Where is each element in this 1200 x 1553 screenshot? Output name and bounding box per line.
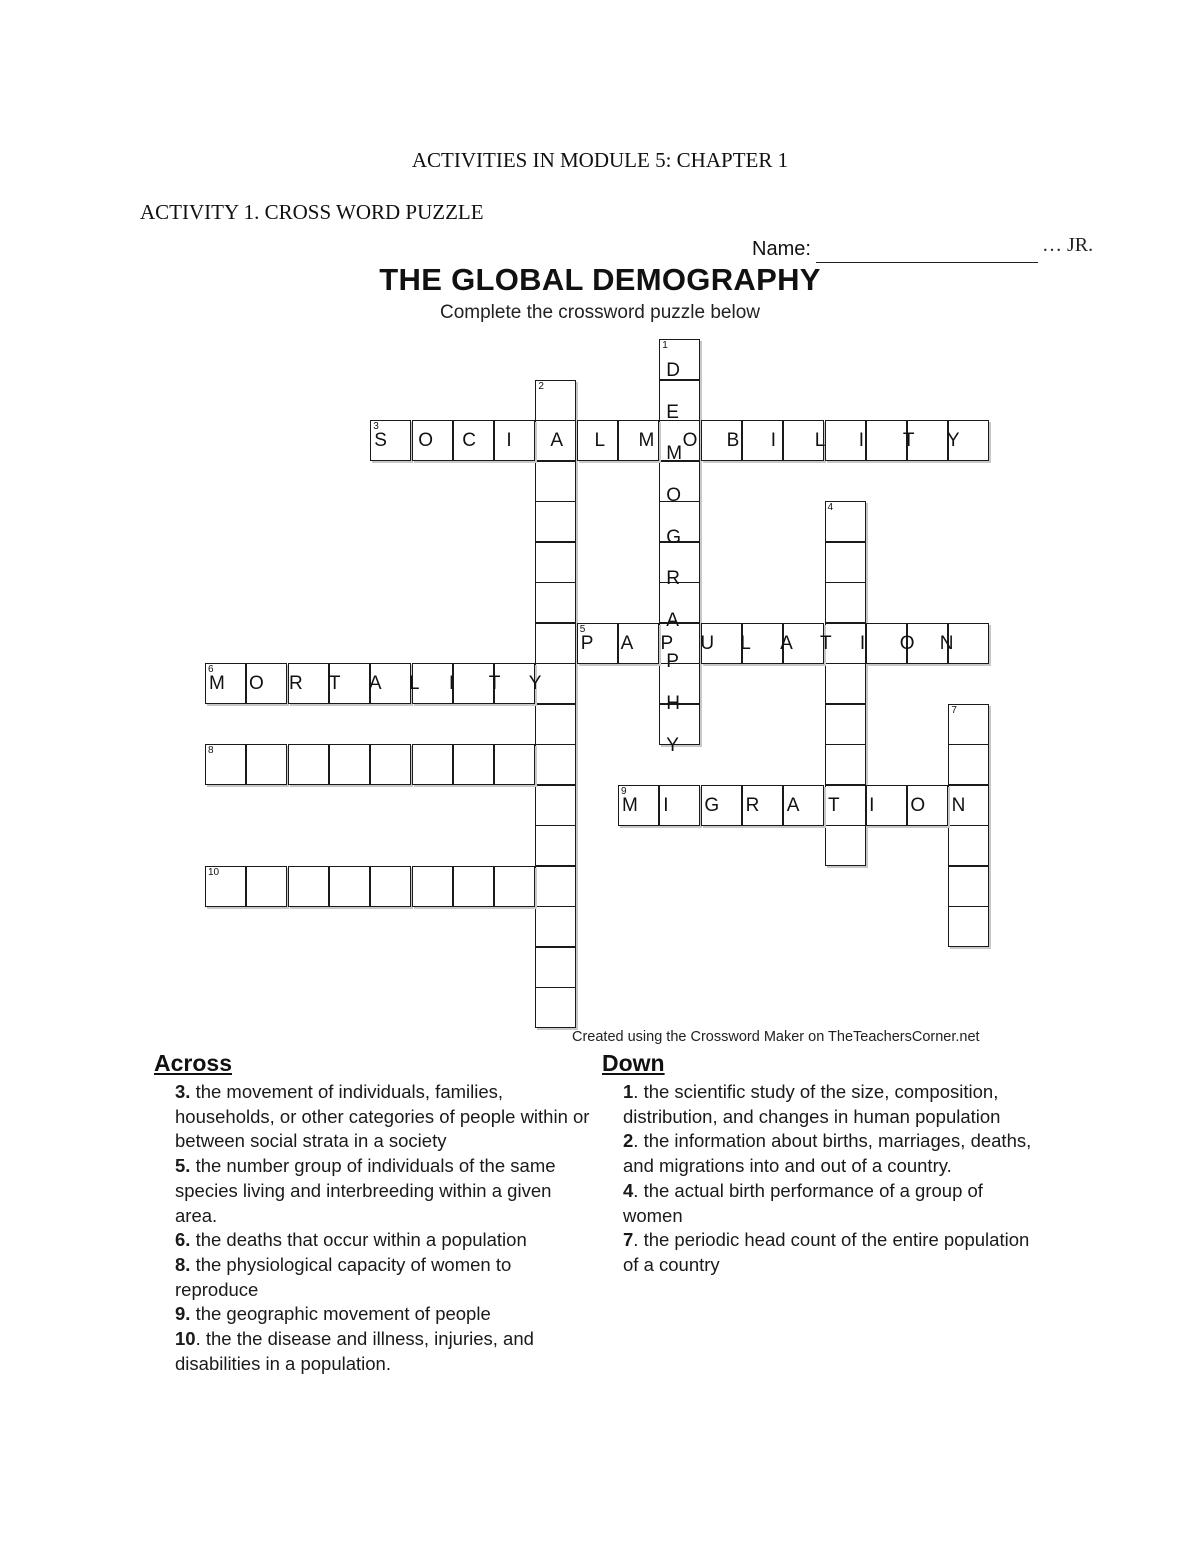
written-letter: I: [448, 673, 455, 694]
clue-number-5: 5: [579, 623, 586, 635]
written-letter: C: [462, 430, 477, 451]
written-letter: D: [666, 360, 681, 381]
crossword-cell[interactable]: [825, 542, 866, 583]
written-letter: I: [869, 794, 875, 816]
crossword-cell[interactable]: [948, 623, 989, 664]
written-letter: A: [550, 430, 564, 451]
written-letter: P: [666, 651, 679, 673]
down-clue: [623, 1080, 1043, 1129]
clue-text: . the information about births, marriages, deaths, and migrations into and out of a country.: [623, 1130, 1032, 1177]
written-letter: P: [580, 632, 594, 654]
clue-text: the physiological capacity of women to reproduce: [175, 1253, 512, 1300]
written-letter: U: [700, 632, 715, 654]
crossword-cell[interactable]: [453, 744, 494, 785]
written-letter: T: [488, 673, 501, 694]
clue-number: 6.: [175, 1229, 191, 1251]
written-letter: Y: [666, 734, 679, 756]
crossword-cell[interactable]: [535, 825, 576, 866]
clue-number-4: 4: [827, 502, 834, 513]
written-letter: L: [740, 632, 751, 654]
written-letter: A: [620, 632, 634, 654]
clue-text: . the actual birth performance of a group of women: [623, 1179, 983, 1226]
written-letter: I: [770, 430, 776, 451]
written-letter: L: [814, 430, 826, 451]
across-clue: [175, 1228, 595, 1253]
written-letter: I: [858, 430, 865, 451]
written-letter: L: [408, 673, 420, 694]
crossword-cell[interactable]: [494, 866, 535, 907]
written-letter: O: [418, 430, 434, 451]
written-letter: T: [328, 673, 341, 694]
crossword-cell[interactable]: [205, 744, 246, 785]
clue-number-6: 6: [208, 664, 214, 675]
crossword-cell[interactable]: [535, 380, 576, 421]
activity-title: ACTIVITY 1. CROSS WORD PUZZLE: [140, 200, 484, 224]
crossword-cell[interactable]: [246, 866, 287, 907]
across-clue: [175, 1080, 595, 1154]
clue-text: . the scientific study of the size, composition, distribution, and changes in human population: [623, 1081, 1001, 1127]
crossword-cell[interactable]: [535, 461, 576, 502]
clue-number: 2: [623, 1130, 634, 1152]
name-label: Name:: [752, 238, 811, 260]
clue-number-3: 3: [373, 421, 379, 432]
crossword-cell[interactable]: [535, 744, 576, 785]
clue-text: . the periodic head count of the entire population of a country: [623, 1229, 1030, 1275]
crossword-cell[interactable]: [453, 866, 494, 907]
written-letter: M: [622, 794, 638, 816]
written-letter: B: [726, 430, 740, 451]
crossword-cell[interactable]: [948, 744, 989, 785]
crossword-cell[interactable]: [535, 704, 576, 745]
crossword-cell[interactable]: [742, 420, 783, 461]
written-letter: G: [704, 794, 720, 816]
clue-number-9: 9: [621, 785, 627, 797]
clue-number-8: 8: [208, 745, 214, 756]
crossword-cell[interactable]: [370, 744, 411, 785]
down-heading: Down: [602, 1050, 665, 1076]
written-letter: T: [820, 632, 832, 654]
crossword-cell[interactable]: [948, 825, 989, 866]
crossword-cell[interactable]: [288, 866, 329, 907]
crossword-cell[interactable]: [535, 663, 576, 704]
across-clue-list: [175, 1080, 595, 1376]
crossword-cell[interactable]: [329, 866, 370, 907]
clue-text: the movement of individuals, families, households, or other categories of people within or between social strata in a society: [175, 1081, 590, 1152]
crossword-cell[interactable]: [246, 744, 287, 785]
written-letter: H: [666, 693, 681, 714]
crossword-cell[interactable]: [370, 866, 411, 907]
crossword-cell[interactable]: [535, 866, 576, 907]
crossword-cell[interactable]: [825, 704, 866, 745]
written-letter: R: [666, 568, 681, 590]
crossword-cell[interactable]: [535, 987, 576, 1028]
down-clue: [623, 1179, 1043, 1228]
written-letter: A: [780, 632, 793, 654]
written-letter: Y: [528, 673, 542, 694]
crossword-cell[interactable]: [535, 906, 576, 947]
across-clue: [175, 1327, 595, 1376]
written-letter: M: [209, 673, 225, 694]
crossword-cell[interactable]: [535, 501, 576, 542]
crossword-cell[interactable]: [825, 501, 866, 542]
written-letter: O: [682, 430, 698, 451]
crossword-cell[interactable]: [205, 866, 246, 907]
written-letter: R: [288, 673, 303, 694]
clue-number-2: 2: [538, 380, 544, 392]
written-letter: I: [663, 794, 669, 816]
written-letter: O: [910, 794, 926, 816]
crossword-cell[interactable]: [866, 420, 907, 461]
clue-number: 8.: [175, 1253, 191, 1275]
crossword-cell[interactable]: [329, 744, 370, 785]
clue-number: 7: [623, 1229, 634, 1251]
written-letter: O: [666, 484, 682, 506]
crossword-cell[interactable]: [535, 542, 576, 583]
written-letter: E: [666, 401, 679, 423]
across-clue: [175, 1253, 595, 1302]
written-letter: P: [660, 632, 674, 654]
clue-number: 3.: [175, 1081, 191, 1102]
crossword-cell[interactable]: [825, 663, 866, 704]
written-letter: O: [899, 632, 915, 654]
crossword-cell[interactable]: [535, 785, 576, 826]
written-letter: M: [638, 430, 655, 451]
written-letter: T: [902, 430, 915, 451]
crossword-cell[interactable]: [948, 906, 989, 947]
written-letter: N: [951, 794, 966, 816]
crossword-cell[interactable]: [494, 420, 535, 461]
puzzle-subtitle: Complete the crossword puzzle below: [440, 302, 760, 323]
clue-number: 4: [623, 1179, 634, 1201]
written-letter: S: [374, 430, 387, 451]
crossword-cell[interactable]: [412, 866, 453, 907]
written-letter: A: [368, 673, 382, 694]
crossword-cell[interactable]: [825, 825, 866, 866]
clue-number: 9.: [175, 1303, 191, 1325]
crossword-cell[interactable]: [494, 744, 535, 785]
clue-text: the deaths that occur within a population: [190, 1229, 527, 1251]
written-letter: L: [594, 430, 606, 451]
crossword-cell[interactable]: [825, 582, 866, 623]
crossword-cell[interactable]: [535, 623, 576, 664]
crossword-cell[interactable]: [948, 866, 989, 907]
written-letter: O: [248, 673, 264, 694]
clue-text: . the the disease and illness, injuries, and disabilities in a population.: [175, 1328, 534, 1374]
clue-number-7: 7: [951, 704, 957, 716]
crossword-cell[interactable]: [453, 663, 494, 704]
written-letter: I: [859, 632, 866, 654]
written-letter: M: [666, 443, 683, 465]
clue-text: the number group of individuals of the same species living and interbreeding within a given area.: [175, 1155, 556, 1226]
written-letter: A: [666, 609, 679, 631]
down-clue: [623, 1228, 1043, 1277]
clue-number: 10: [175, 1328, 196, 1350]
crossword-cell[interactable]: [825, 744, 866, 785]
clue-number-10: 10: [208, 866, 220, 878]
written-letter: T: [827, 794, 840, 816]
clue-number-1: 1: [662, 340, 668, 351]
clue-number: 1: [623, 1081, 634, 1102]
written-letter: I: [506, 430, 512, 451]
down-clue: [623, 1129, 1043, 1178]
written-letter: G: [666, 526, 682, 548]
written-letter: R: [745, 794, 760, 816]
crossword-cell[interactable]: [412, 744, 453, 785]
crossword-cell[interactable]: [535, 947, 576, 988]
document-title: ACTIVITIES IN MODULE 5: CHAPTER 1: [411, 148, 789, 172]
name-value: … JR.: [1042, 234, 1094, 256]
written-letter: N: [939, 632, 954, 654]
down-clue-list: [623, 1080, 1043, 1278]
written-letter: Y: [946, 430, 960, 451]
clue-text: the geographic movement of people: [190, 1303, 491, 1325]
across-clue: [175, 1154, 595, 1228]
written-letter: A: [786, 794, 800, 816]
across-clue: [175, 1302, 595, 1327]
crossword-cell[interactable]: [535, 582, 576, 623]
across-heading: Across: [154, 1050, 232, 1076]
credit-line: Created using the Crossword Maker on TheTeachersCorner.net: [572, 1029, 980, 1045]
crossword-cell[interactable]: [948, 704, 989, 745]
crossword-cell[interactable]: [288, 744, 329, 785]
clue-number: 5.: [175, 1155, 191, 1177]
puzzle-title: THE GLOBAL DEMOGRAPHY: [379, 262, 821, 297]
